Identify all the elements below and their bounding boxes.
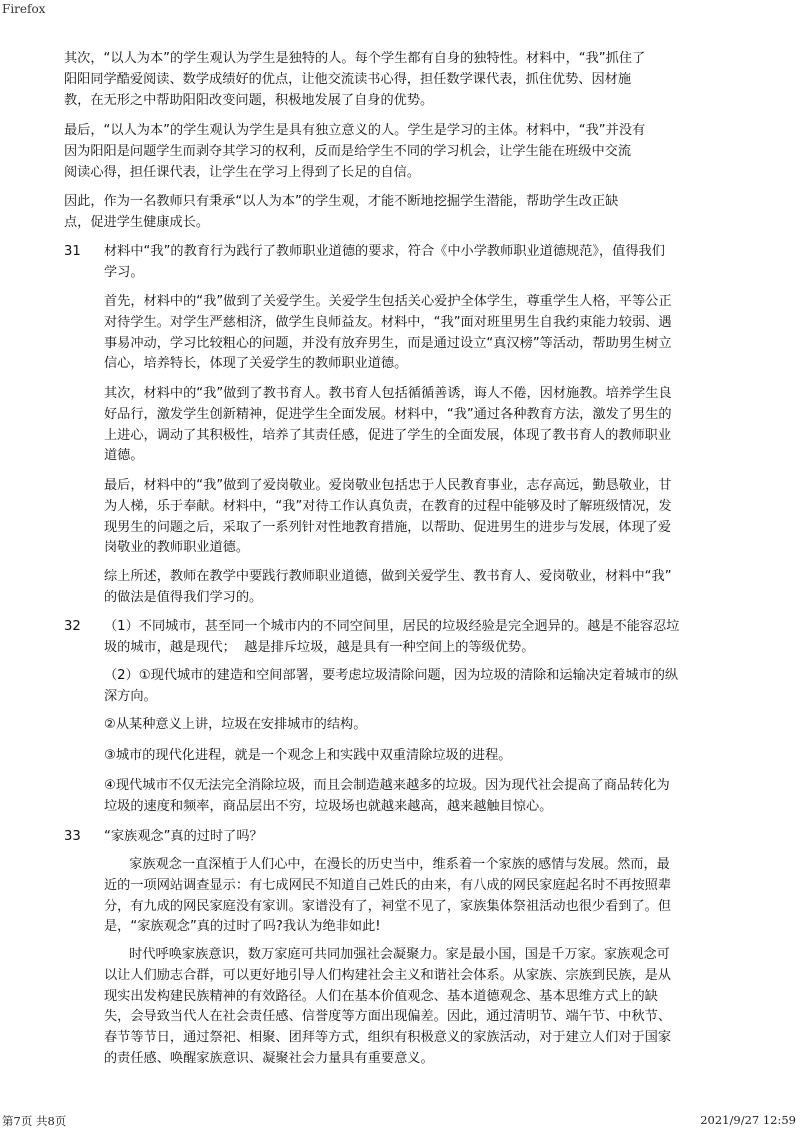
paragraph: ④现代城市不仅无法完全消除垃圾，而且会制造越来越多的垃圾。因为现代社会提高了商品转化为 垃圾的速度和频率，商品层出不穷，垃圾场也就越来越高，越来越触目惊心。	[104, 778, 670, 814]
paragraph: 因此，作为一名教师只有秉承“以人为本”的学生观，才能不断地挖掘学生潜能，帮助学生改正缺 点，促进学生健康成长。	[64, 194, 619, 230]
paragraph: ③城市的现代化进程，就是一个观念上和实践中双重清除垃圾的进程。	[104, 748, 512, 763]
paragraph: （1）不同城市，甚至同一个城市内的不同空间里，居民的垃圾经验是完全迥异的。越是不能容忍垃 圾的城市，越是现代； 越是排斥垃圾，越是具有一种空间上的等级优势。	[104, 619, 680, 655]
question-number-32: 32	[64, 619, 81, 634]
paragraph: 最后，材料中的“我”做到了爱岗敬业。爱岗敬业包括忠于人民教育事业，志存高远，勤恳敬业，甘 为人梯，乐于奉献。材料中，“我”对待工作认真负责，在教育的过程中能够及时了解班级情况，发 现男生的问题之后，采取了一系列针对性地教育措施，以帮助、促进男生的进步与发展，体现了爱 岗敬业的教师职业道德。	[104, 478, 672, 556]
essay-title: “家族观念”真的过时了吗？	[104, 829, 263, 844]
paragraph: 时代呼唤家族意识，数万家庭可共同加强社会凝聚力。家是最小国，国是千万家。家族观念可 以让人们励志合群，可以更好地引导人们构建社会主义和谐社会体系。从家族、宗族到民族，是从 现实出发构建民族精神的有效路径。人们在基本价值观念、基本道德观念、基本思维方式上的缺 失，会导致当代人在社会责任感、信誉度等方面出现偏差。因此，通过清明节、端午节、中秋节、 春节等节日，通过祭祀、相聚、团拜等方式，组织有积极意义的家族活动，对于建立人们对于国家 的责任感、唤醒家族意识、凝聚社会力量具有重要意义。	[104, 947, 672, 1066]
print-datetime: 2021/9/27 12:59	[700, 1113, 796, 1127]
paragraph: 首先，材料中的“我”做到了关爱学生。关爱学生包括关心爱护全体学生，尊重学生人格，平等公正 对待学生。对学生严慈相济，做学生良师益友。材料中，“我”面对班里男生自我约束能力较弱、遇 事易冲动，学习比较粗心的问题，并没有放弃男生，而是通过设立“真汉榜”等活动，帮助男生树立 信心，培养特长，体现了关爱学生的教师职业道德。	[104, 294, 672, 372]
paragraph: 其次，“以人为本”的学生观认为学生是独特的人。每个学生都有自身的独特性。材料中，“我”抓住了 阳阳同学酷爱阅读、数学成绩好的优点，让他交流读书心得，担任数学课代表，抓住优势、因材施 教，在无形之中帮助阳阳改变问题，积极地发展了自身的优势。	[64, 51, 646, 108]
paragraph: 最后，“以人为本”的学生观认为学生是具有独立意义的人。学生是学习的主体。材料中，“我”并没有 因为阳阳是问题学生而剥夺其学习的权利，反而是给学生不同的学习机会，让学生能在班级中交流 阅读心得，担任课代表，让学生在学习上得到了长足的自信。	[64, 123, 646, 180]
paragraph: 家族观念一直深植于人们心中，在漫长的历史当中，维系着一个家族的感情与发展。然而，最 近的一项网站调查显示：有七成网民不知道自己姓氏的由来，有八成的网民家庭起名时不再按照辈 分，有九成的网民家庭没有家训。家谱没有了，祠堂不见了，家族集体祭祖活动也很少看到了。但 是，“家族观念”真的过时了吗?我认为绝非如此!	[104, 857, 672, 935]
paragraph: ②从某种意义上讲，垃圾在安排城市的结构。	[104, 717, 367, 732]
page-indicator: 第7页 共8页	[2, 1114, 67, 1128]
paragraph: 其次，材料中的“我”做到了教书育人。教书育人包括循循善诱，诲人不倦，因材施教。培养学生良 好品行，激发学生创新精神，促进学生全面发展。材料中，“我”通过各种教育方法，激发了男生的 上进心，调动了其积极性，培养了其责任感，促进了学生的全面发展，体现了教书育人的教师职业 道德。	[104, 386, 672, 464]
question-number-31: 31	[64, 244, 81, 259]
browser-title: Firefox	[2, 2, 46, 16]
question-31-intro: 材料中“我”的教育行为践行了教师职业道德的要求，符合《中小学教师职业道德规范》，值得我们 学习。	[104, 244, 665, 280]
paragraph: （2）①现代城市的建造和空间部署，要考虑垃圾清除问题，因为垃圾的清除和运输决定着城市的纵 深方向。	[104, 668, 679, 704]
question-number-33: 33	[64, 829, 81, 844]
paragraph: 综上所述，教师在教学中要践行教师职业道德，做到关爱学生、教书育人、爱岗敬业，材料中“我” 的做法是值得我们学习的。	[104, 569, 672, 605]
